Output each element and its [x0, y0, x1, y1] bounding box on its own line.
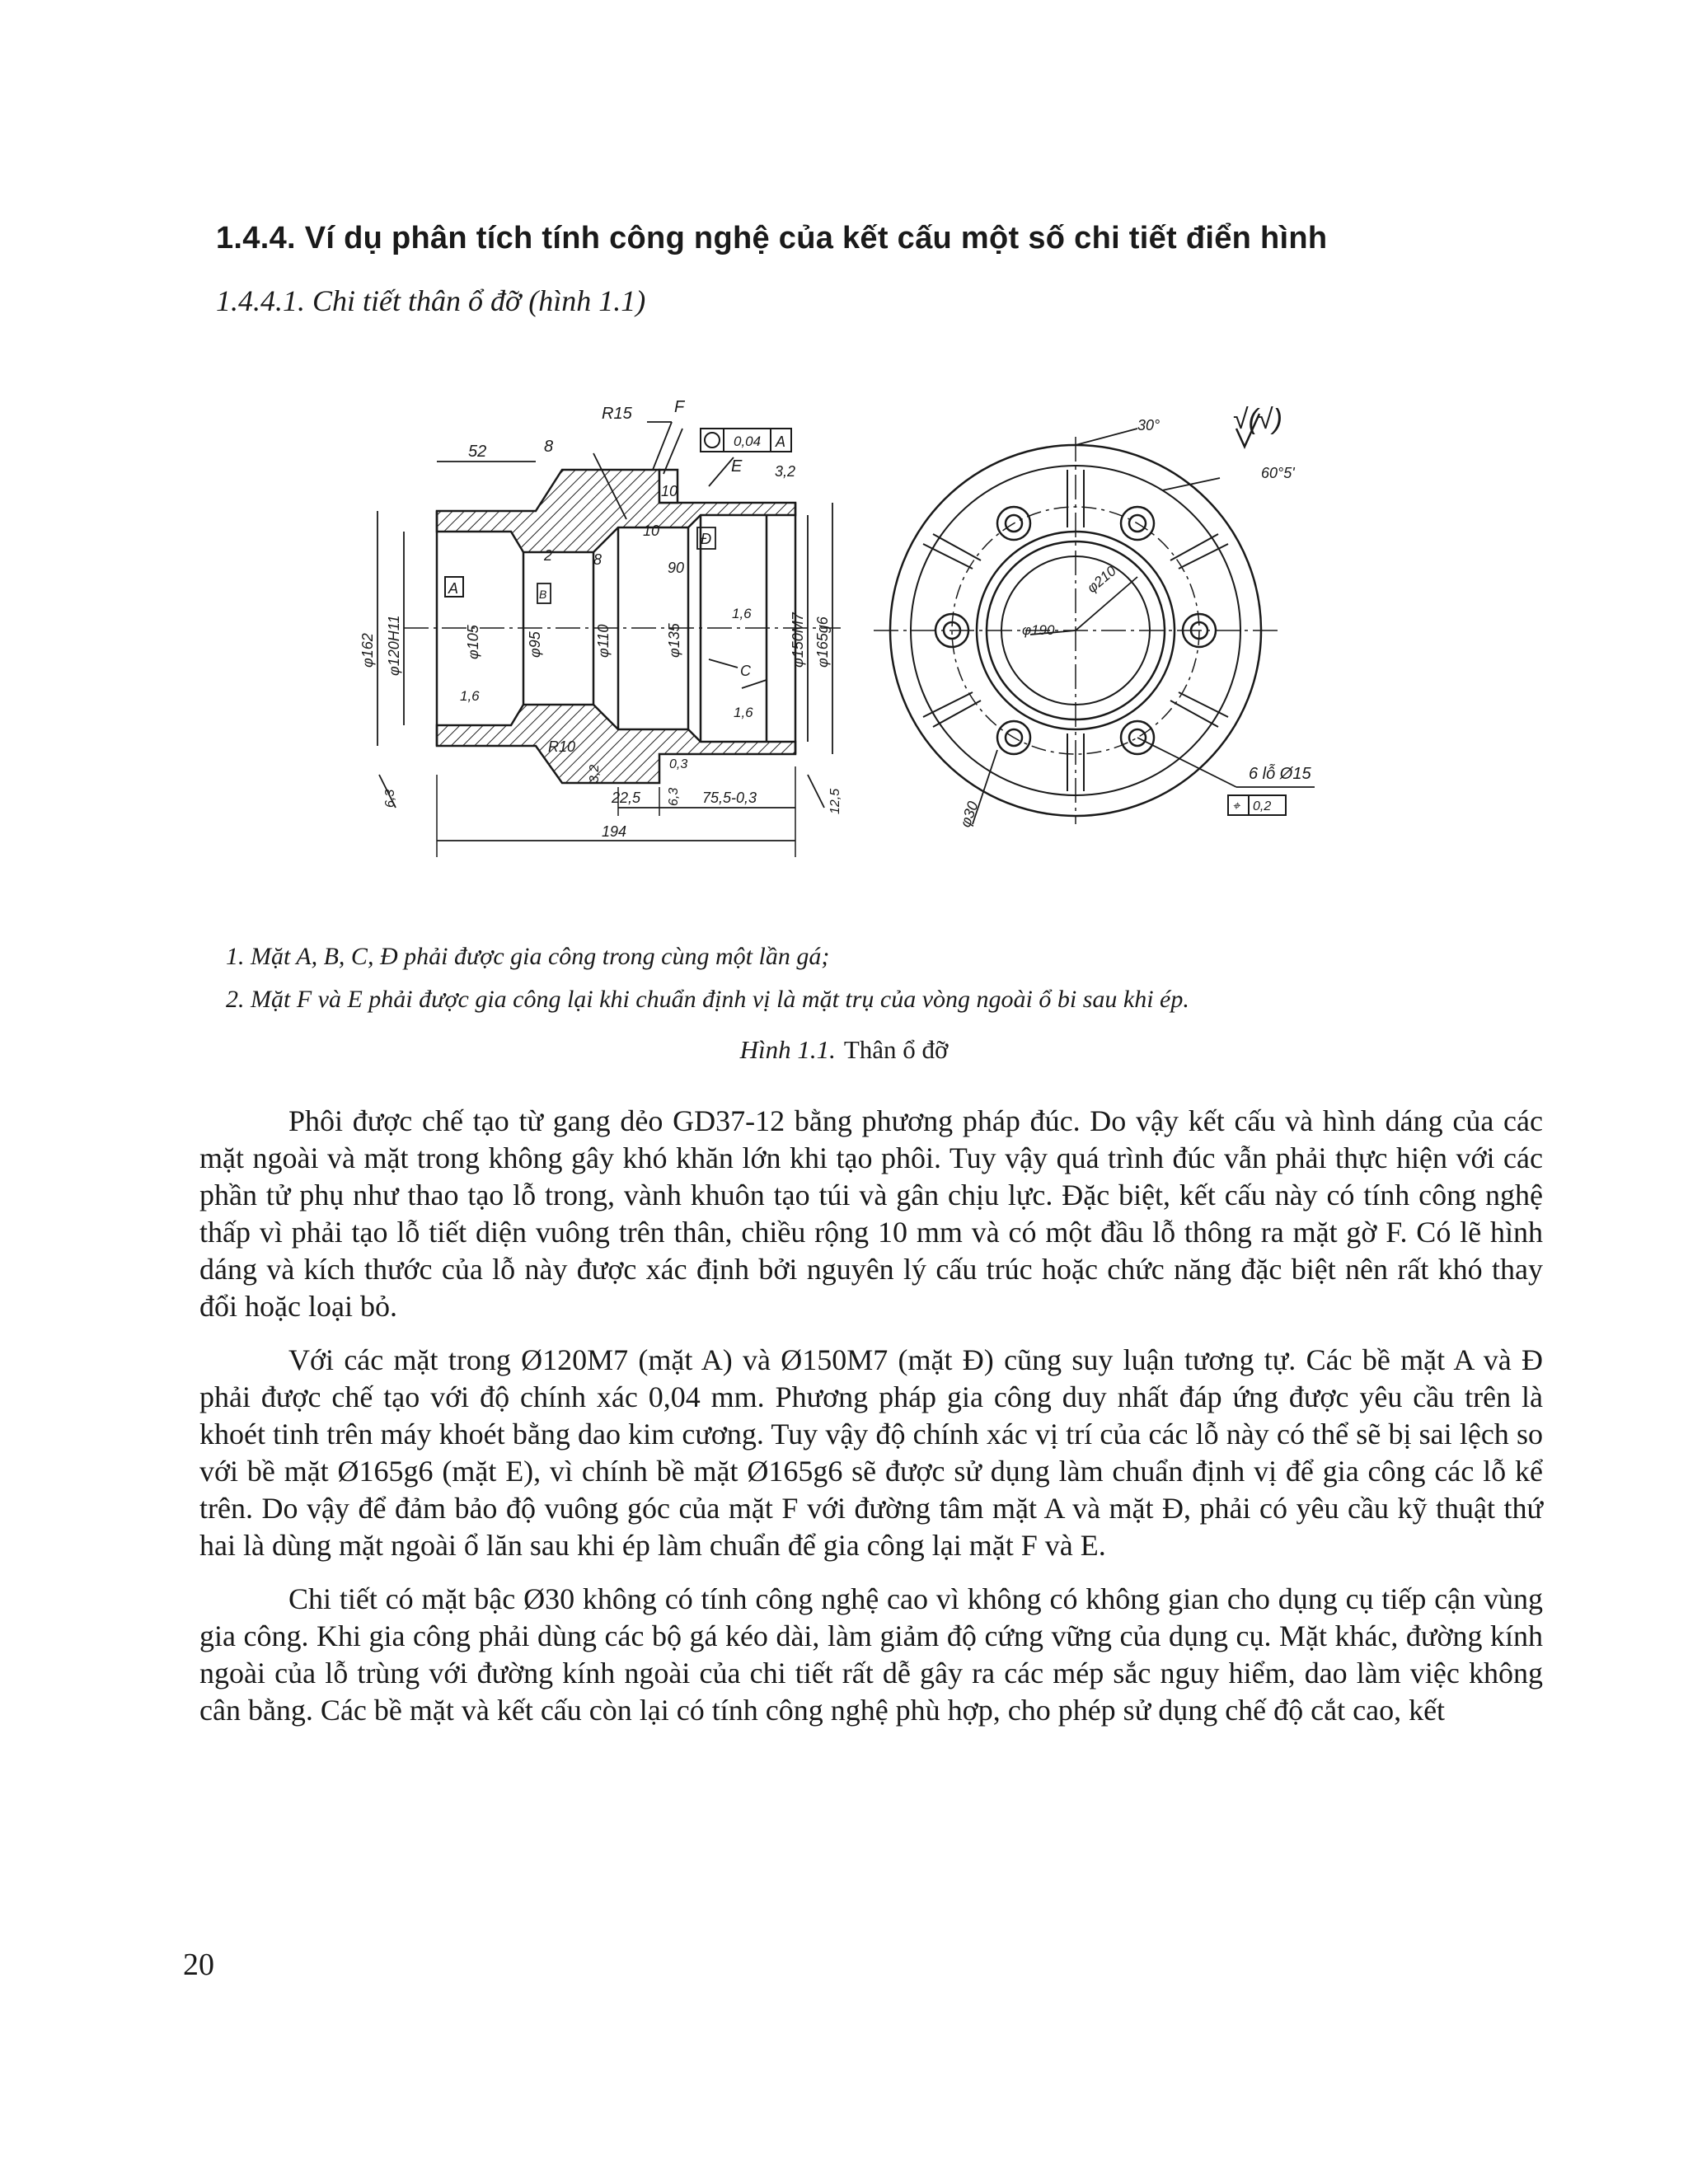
label-r15: R15 [602, 405, 632, 423]
label-c: C [740, 663, 751, 679]
subsection-heading: 1.4.4.1. Chi tiết thân ổ đỡ (hình 1.1) [216, 284, 646, 317]
label-dim-52: 52 [468, 443, 487, 461]
label-phi95: φ95 [527, 631, 543, 658]
label-phi165g6: φ165g6 [814, 616, 831, 668]
label-phi105: φ105 [465, 625, 481, 659]
label-rough-3-2b: 3,2 [588, 764, 602, 783]
label-rough-6-3a: 6,3 [383, 789, 397, 808]
label-rough-1-6b: 1,6 [734, 705, 753, 720]
label-f: F [674, 398, 685, 416]
label-b: B [539, 588, 547, 601]
label-rough-0-3: 0,3 [669, 757, 688, 771]
label-phi30: φ30 [956, 799, 982, 830]
paragraph: Phôi được chế tạo từ gang dẻo GD37-12 bằng phương pháp đúc. Do vậy kết cấu và hình dáng của các mặt ngoài và mặt trong không gây khó khăn lớn khi tạo phôi. Tuy vậy quá trình đúc vẫn phải thực hiện với các phần tử phụ như thao tạo lỗ trong, vành khuôn tạo túi và gân chịu lực. Đặc biệt, kết cấu này có tính công nghệ thấp vì phải tạo lỗ tiết diện vuông trên thân, chiều rộng 10 mm và có một đầu lỗ thông ra mặt gờ F. Có lẽ hình dáng và kích thước của lỗ này được xác định bởi nguyên lý cấu trúc hoặc chức năng đặc biệt nên rất khó thay đổi hoặc loại bỏ. [199, 1104, 1543, 1323]
label-e: E [731, 457, 743, 476]
section-heading: 1.4.4. Ví dụ phân tích tính công nghệ của kết cấu một số chi tiết điển hình [216, 221, 1328, 255]
paragraph: Chi tiết có mặt bậc Ø30 không có tính công nghệ cao vì không có không gian cho dụng cụ tiếp cận vùng gia công. Khi gia công phải dùng các bộ gá kéo dài, làm giảm độ cứng vững của dụng cụ. Mặt khác, đường kính ngoài của lỗ trùng với đường kính ngoài của chi tiết rất dễ gây ra các mép sắc nguy hiểm, dao làm việc không cân bằng. Các bề mặt và kết cấu còn lại có tính công nghệ phù hợp, cho phép sử dụng chế độ cắt cao, kết [199, 1582, 1543, 1727]
label-dim-90: 90 [668, 560, 685, 576]
label-a: A [448, 580, 459, 597]
label-dim-75-5: 75,5-0,3 [702, 790, 757, 806]
page-number: 20 [183, 1947, 214, 1982]
figure-number: Hình 1.1. [739, 1035, 836, 1064]
label-d-face: Đ [701, 531, 711, 547]
label-phi190: φ190 [1022, 622, 1055, 638]
figure-caption [0, 1035, 1688, 1065]
note-2: 2. Mặt F và E phải được gia công lại khi chuẩn định vị là mặt trụ của vòng ngoài ổ bi sau khi ép. [226, 986, 1189, 1013]
label-holes: 6 lỗ Ø15 [1249, 765, 1311, 783]
label-phi135: φ135 [666, 623, 682, 658]
svg-text:⌖: ⌖ [1232, 799, 1240, 813]
label-dim-10b: 10 [643, 523, 660, 539]
figure-title: Thân ổ đỡ [843, 1035, 949, 1064]
label-phi210: φ210 [1084, 563, 1119, 597]
label-phi162: φ162 [359, 633, 376, 668]
label-rough-6-3b: 6,3 [667, 787, 681, 806]
paragraph: Với các mặt trong Ø120M7 (mặt A) và Ø150M7 (mặt Đ) cũng suy luận tương tự. Các bề mặt A và Đ phải được chế tạo với độ chính xác 0,04 mm. Phương pháp gia công duy nhất đáp ứng được yêu cầu trên là khoét tinh trên máy khoét bằng dao kim cương. Tuy vậy độ chính xác vị trí của các lỗ này có thể sẽ bị sai lệch so với bề mặt Ø165g6 (mặt E), vì chính bề mặt Ø165g6 sẽ được sử dụng làm chuẩn định vị để gia công các lỗ kể trên. Do vậy để đảm bảo độ vuông góc của mặt F với đường tâm mặt A và mặt Đ, phải có yêu cầu kỹ thuật thứ hai là dùng mặt ngoài ổ lăn sau khi ép làm chuẩn để gia công lại mặt F và E. [199, 1343, 1543, 1562]
label-phi120h11: φ120H11 [386, 615, 402, 676]
label-dim-10: 10 [661, 483, 678, 499]
end-view-labels [957, 404, 1312, 829]
label-angle-60: 60°5' [1261, 465, 1295, 481]
label-rough-1-6c: 1,6 [732, 606, 752, 621]
end-view [874, 414, 1315, 824]
label-tol-datum: A [776, 434, 786, 450]
label-rough-3-2: 3,2 [775, 463, 796, 480]
note-1: 1. Mặt A, B, C, Đ phải được gia công trong cùng một lần gá; [226, 943, 830, 970]
label-roughness-symbol: √(√) [1233, 404, 1282, 435]
label-tol-value: 0,04 [734, 434, 762, 449]
label-r10: R10 [548, 738, 576, 755]
body-text [199, 1103, 1543, 1746]
label-rough-1-6a: 1,6 [460, 688, 480, 704]
label-phi110: φ110 [595, 624, 612, 658]
label-angle-30: 30° [1137, 417, 1160, 434]
label-rough-12-5: 12,5 [828, 788, 842, 814]
label-dim-2: 2 [544, 547, 553, 564]
label-pos-tol: 0,2 [1253, 799, 1272, 813]
label-dim-8b: 8 [593, 551, 603, 568]
label-dim-8: 8 [544, 438, 554, 456]
technical-drawing [346, 396, 1376, 882]
label-dim-194: 194 [602, 823, 627, 840]
label-phi150m7: φ150M7 [790, 612, 806, 668]
label-dim-22-5: 22,5 [612, 790, 641, 806]
section-view-labels [359, 398, 842, 840]
